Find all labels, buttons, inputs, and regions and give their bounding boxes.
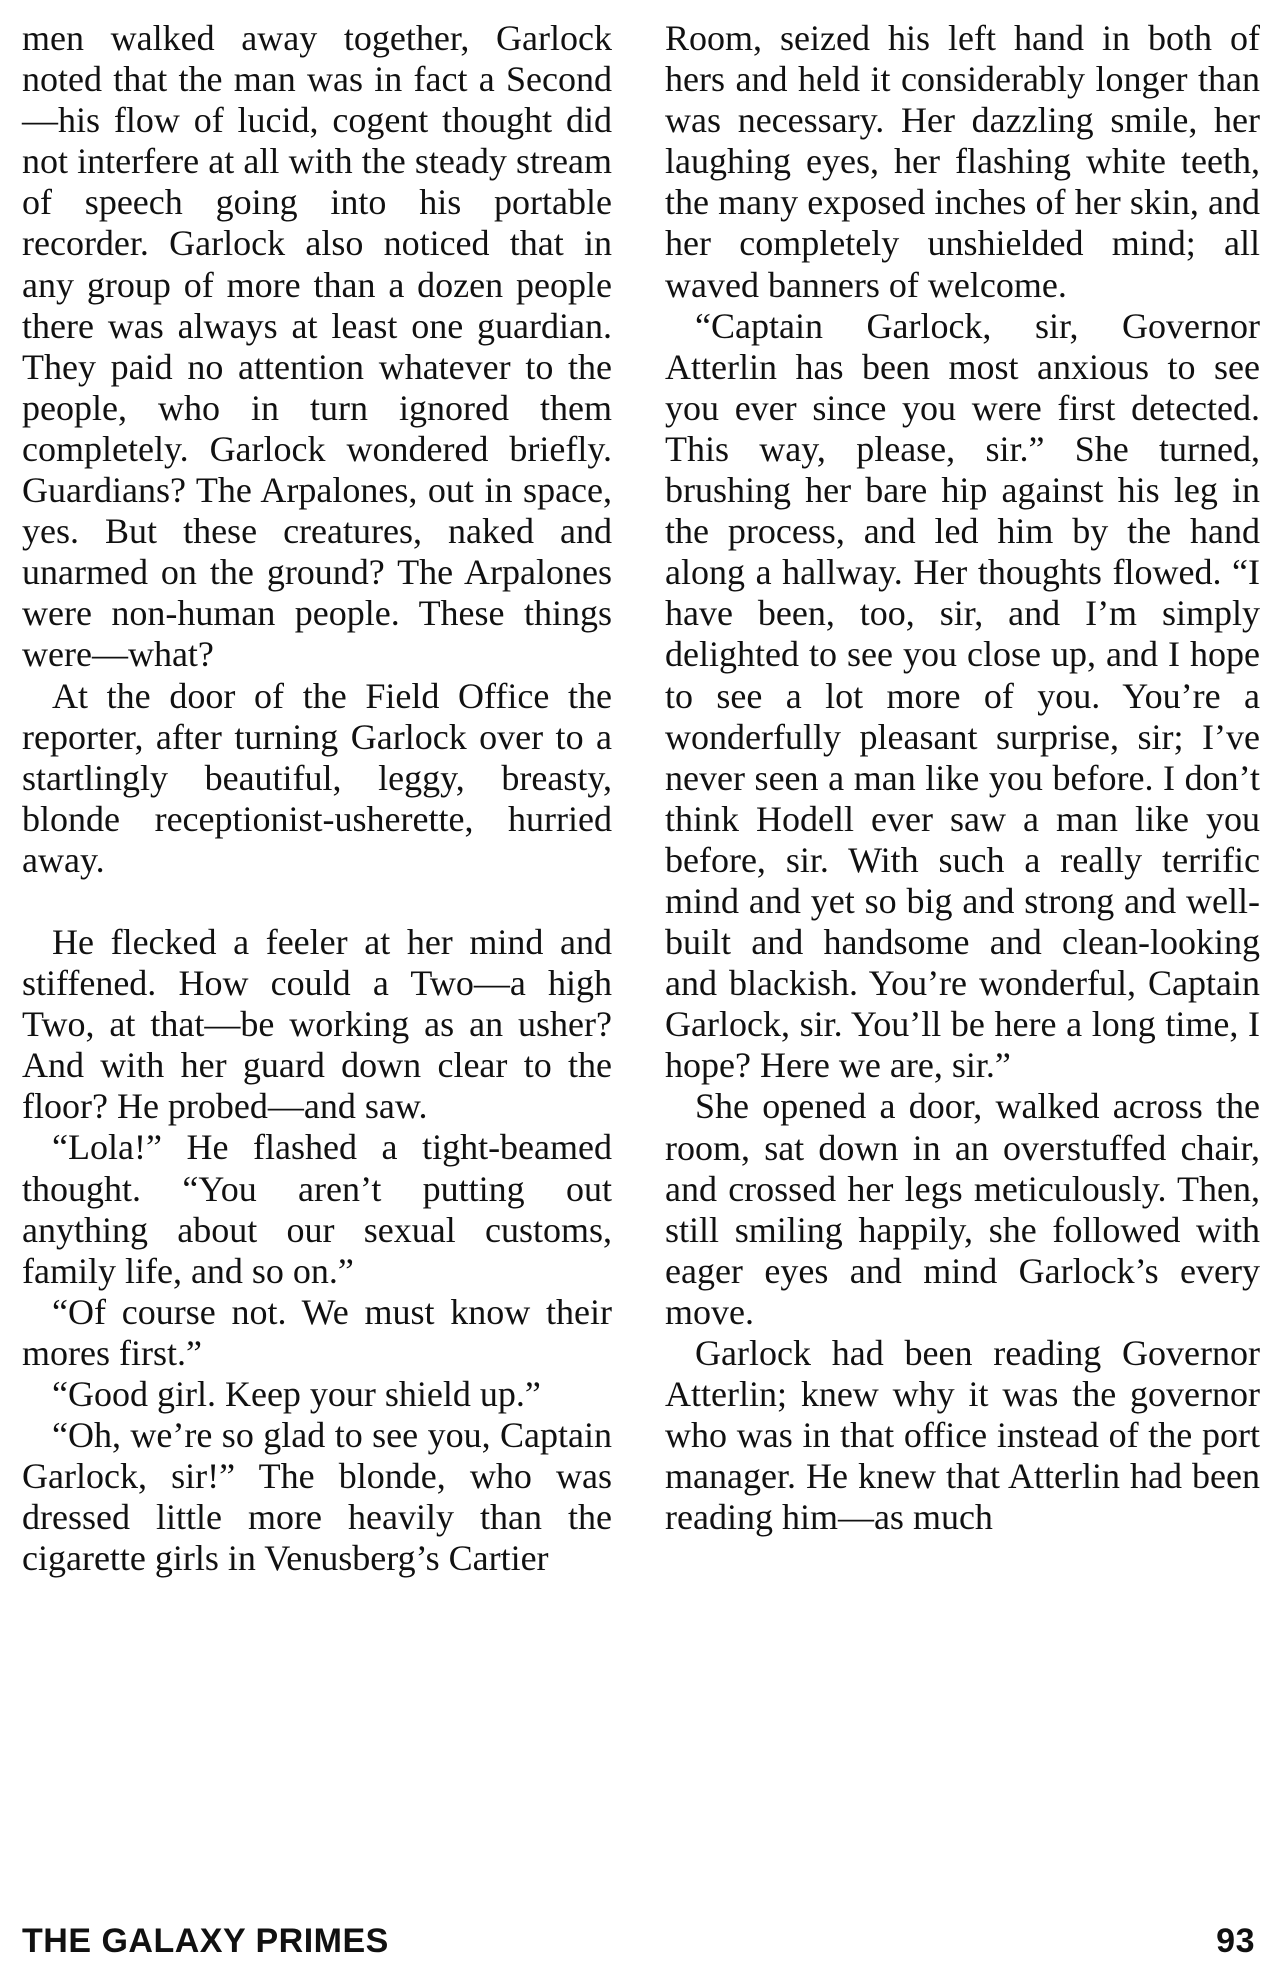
paragraph: men walked away together, Garlock noted that the man was in fact a Second—his flow of lucid, cogent thought did not interfere at all with the steady stream of speech going into his portable recorder. Garlock also noticed that in any group of more than a dozen people there was always at least one guardian. They paid no attention whatever to the people, who in turn ignored them completely. Garlock wondered briefly. Guardians? The Arpalones, out in space, yes. But these creatures, naked and unarmed on the ground? The Arpalones were non-human people. These things were—what? bbox=[22, 18, 612, 675]
paragraph: At the door of the Field Office the reporter, after turning Garlock over to a startlingly beautiful, leggy, breasty, blonde receptionist-usherette, hurried away. bbox=[22, 675, 612, 880]
paragraph: She opened a door, walked across the room, sat down in an overstuffed chair, and crossed her legs meticulously. Then, still smiling happily, she followed with eager eyes and mind Garlock’s every move. bbox=[665, 1086, 1260, 1332]
right-column bbox=[665, 18, 1260, 1538]
page-number: 93 bbox=[1216, 1922, 1255, 1960]
paragraph: Room, seized his left hand in both of hers and held it considerably longer than was necessary. Her dazzling smile, her laughing eyes, her flashing white teeth, the many exposed inches of her skin, and her completely unshielded mind; all waved banners of welcome. bbox=[665, 18, 1260, 305]
paragraph: “Good girl. Keep your shield up.” bbox=[52, 1374, 541, 1414]
left-column bbox=[22, 18, 612, 1579]
paragraph: Garlock had been reading Governor Atterlin; knew why it was the governor who was in that office instead of the port manager. He knew that Atterlin had been reading him—as much bbox=[665, 1333, 1260, 1538]
paragraph: “Oh, we’re so glad to see you, Captain Garlock, sir!” The blonde, who was dressed little more heavily than the cigarette girls in Venusberg’s Cartier bbox=[22, 1415, 612, 1579]
paragraph: “Captain Garlock, sir, Governor Atterlin has been most anxious to see you ever since you were first detected. This way, please, sir.” She turned, brushing her bare hip against his leg in the process, and led him by the hand along a hallway. Her thoughts flowed. “I have been, too, sir, and I’m simply delighted to see you close up, and I hope to see a lot more of you. You’re a wonderfully pleasant surprise, sir; I’ve never seen a man like you before. I don’t think Hodell ever saw a man like you before, sir. With such a really terrific mind and yet so big and strong and well-built and handsome and clean-looking and blackish. You’re wonderful, Captain Garlock, sir. You’ll be here a long time, I hope? Here we are, sir.” bbox=[665, 305, 1260, 1086]
paragraph: He flecked a feeler at her mind and stiffened. How could a Two—a high Two, at that—be working as an usher? And with her guard down clear to the floor? He probed—and saw. bbox=[22, 921, 612, 1127]
paragraph: “Lola!” He flashed a tight-beamed thought. “You aren’t putting out anything about our sexual customs, family life, and so on.” bbox=[22, 1127, 612, 1291]
running-footer-title: THE GALAXY PRIMES bbox=[22, 1922, 389, 1960]
paragraph: “Of course not. We must know their mores first.” bbox=[22, 1291, 612, 1373]
